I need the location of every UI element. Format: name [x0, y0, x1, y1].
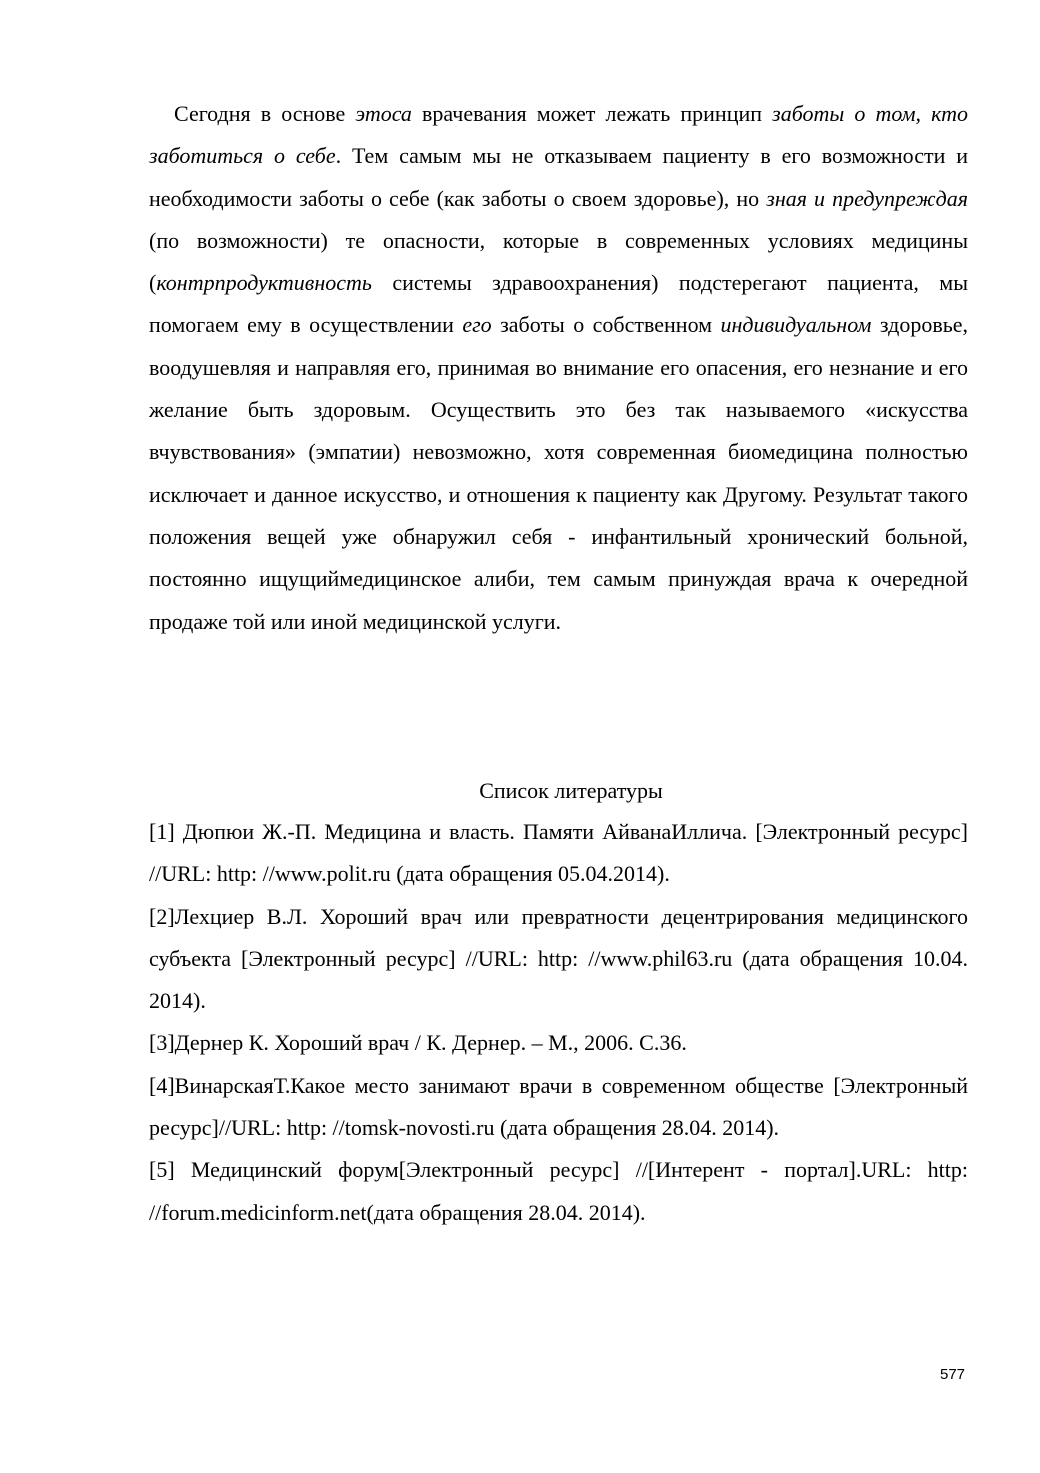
italic-phrase-knowing: зная и предупреждая [766, 185, 968, 211]
text-segment: системы здравоохранения) подстерегают пациента, мы помогаем ему в осуществлении [149, 270, 968, 338]
bibliography-entry: [1] Дюпюи Ж.-П. Медицина и власть. Памяти АйванаИллича. [Электронный ресурс] //URL: http: //www.polit.ru (дата обращения 05.04.2014). [149, 819, 968, 887]
bibliography-entry: [3]Дернер К. Хороший врач / К. Дернер. – М., 2006. С.36. [149, 1030, 687, 1056]
body-paragraph [149, 93, 968, 643]
text-segment: здоровье, воодушевляя и направляя его, принимая во внимание его опасения, его незнание и его желание быть здоровым. Осуществить это без так называемого «искусства вчувствования» (эмпатии) невозможно, хотя современная биомедицина полностью исключает и данное искусство, и отношения к пациенту как Другому. Результат такого положения вещей уже обнаружил себя - инфантильный хронический больной, постоянно ищущиймедицинское алиби, тем самым принуждая врача к очередной продаже той или иной медицинской услуги. [149, 312, 969, 634]
bibliography-entry: [5] Медицинский форум[Электронный ресурс] //[Интерент - портал].URL: http: //forum.medicinform.net(дата обращения 28.04. 2014). [149, 1157, 968, 1225]
text-segment: заботы о собственном [491, 312, 721, 338]
italic-term-ethos: этоса [355, 101, 412, 126]
page-number: 577 [940, 1366, 966, 1383]
bibliography-entry: [2]Лехциер В.Л. Хороший врач или превратности децентрирования медицинского субъекта [Электронный ресурс] //URL: http: //www.phil63.ru (дата обращения 10.04. 2014). [149, 903, 968, 1014]
text-segment: (по возможности) те опасности, которые в современных условиях медицины ( [149, 227, 968, 296]
italic-phrase-care-of-self: заботы о том, кто заботиться о себе [149, 101, 969, 169]
italic-term-counterproductivity: контрпродуктивность [156, 270, 372, 296]
italic-word-his: его [462, 312, 492, 338]
text-segment: врачевания может лежать принцип [411, 101, 773, 126]
bibliography-list [149, 811, 968, 1234]
bibliography-title: Список литературы [479, 778, 663, 803]
text-segment: Сегодня в основе [174, 101, 356, 126]
bibliography-entry: [4]ВинарскаяТ.Какое место занимают врачи в современном обществе [Электронный ресурс]//URL: http: //tomsk-novosti.ru (дата обращения 28.04. 2014). [149, 1072, 968, 1141]
text-segment: . Тем самым мы не отказываем пациенту в его возможности и необходимости заботы о себе (как заботы о своем здоровье), но [149, 143, 968, 211]
italic-word-individual: индивидуальном [720, 312, 872, 338]
